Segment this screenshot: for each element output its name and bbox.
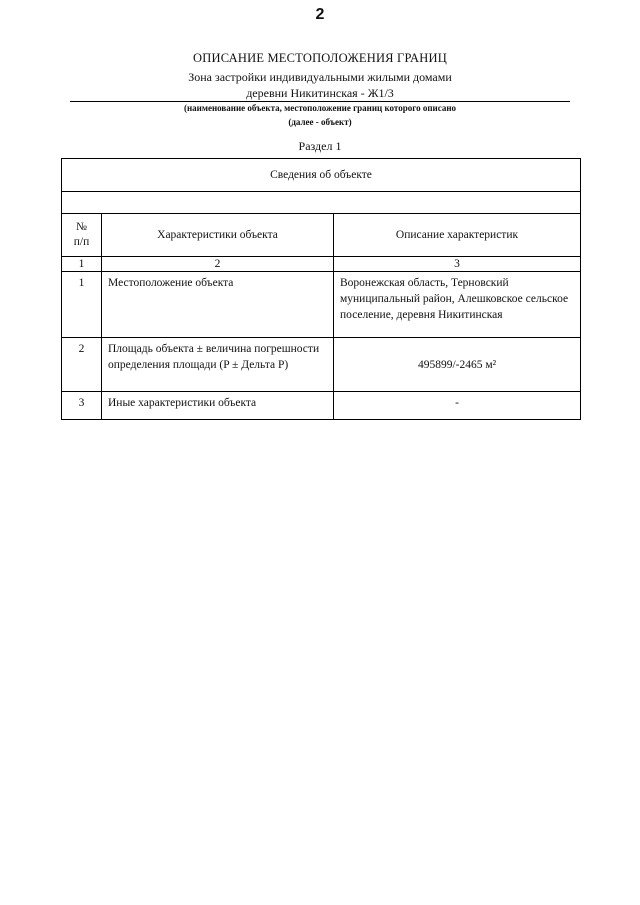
object-info-table <box>61 158 581 420</box>
row-description: - <box>334 392 581 420</box>
page-number: 2 <box>315 6 325 23</box>
row-number: 2 <box>62 338 102 392</box>
table-row <box>62 392 581 420</box>
row-description: Воронежская область, Терновский муниципальный район, Алешковское сельское поселение, деревня Никитинская <box>334 272 581 338</box>
row-characteristic: Площадь объекта ± величина погрешности определения площади (P ± Дельта P) <box>102 338 334 392</box>
col-number-3: 3 <box>334 257 581 272</box>
table-row <box>62 272 581 338</box>
object-name-line-2: деревни Никитинская - Ж1/3 <box>246 86 394 100</box>
table-spacer-row <box>62 192 581 214</box>
document-title: ОПИСАНИЕ МЕСТОПОЛОЖЕНИЯ ГРАНИЦ <box>193 51 447 65</box>
header-description: Описание характеристик <box>334 214 581 257</box>
col-number-2: 2 <box>102 257 334 272</box>
col-number-1: 1 <box>62 257 102 272</box>
caption-hint-1: (наименование объекта, местоположение границ которого описано <box>183 103 457 113</box>
row-description: 495899/-2465 м² <box>334 338 581 392</box>
caption-hint-2: (далее - объект) <box>288 117 352 127</box>
column-number-row <box>62 257 581 272</box>
row-number: 1 <box>62 272 102 338</box>
object-name-line-1: Зона застройки индивидуальными жилыми домами <box>188 70 452 84</box>
header-number: № п/п <box>62 214 102 257</box>
title-underline <box>70 101 570 102</box>
table-row <box>62 338 581 392</box>
row-characteristic: Иные характеристики объекта <box>102 392 334 420</box>
row-number: 3 <box>62 392 102 420</box>
row-characteristic: Местоположение объекта <box>102 272 334 338</box>
table-caption: Сведения об объекте <box>62 159 581 192</box>
section-title: Раздел 1 <box>298 139 342 153</box>
header-characteristic: Характеристики объекта <box>102 214 334 257</box>
table-header-row <box>62 214 581 257</box>
